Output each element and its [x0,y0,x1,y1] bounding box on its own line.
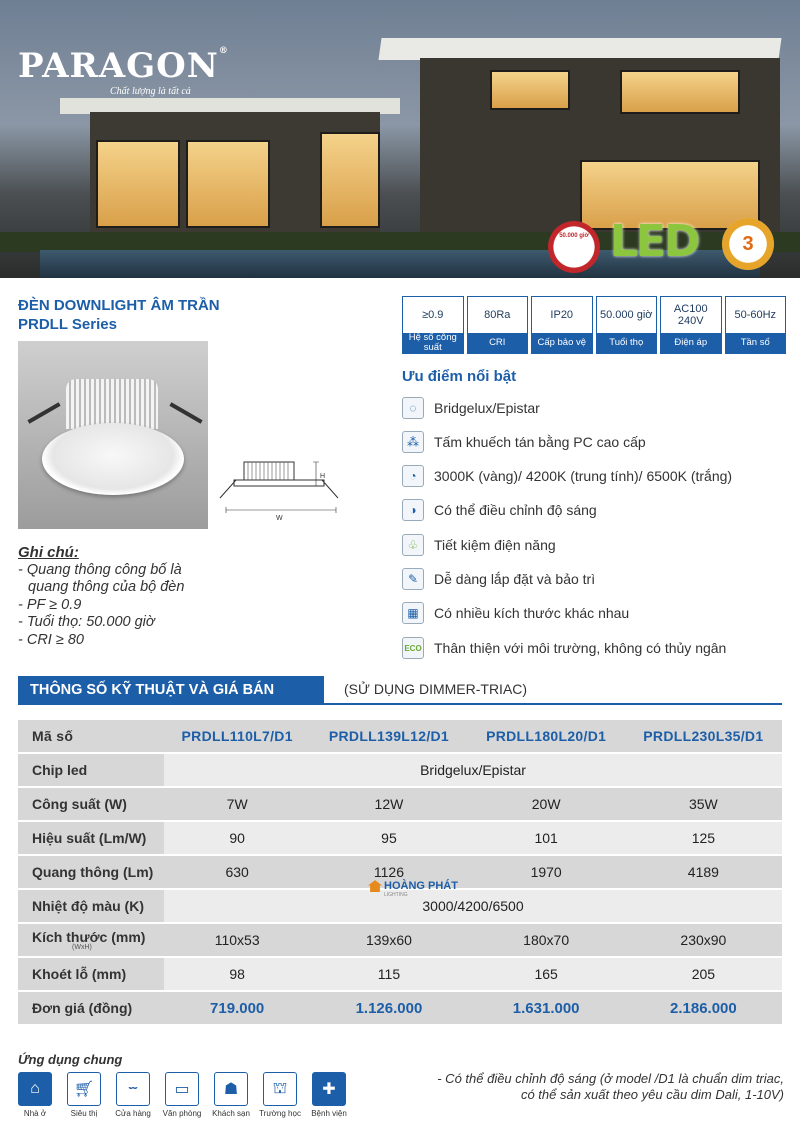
app-item: ☗ Khách sạn [214,1072,248,1118]
table-row-cct: Nhiệt độ màu (K) 3000/4200/6500 [18,890,782,922]
cart-icon: 🛒︎ [67,1072,101,1106]
spec-section-header [18,676,782,704]
app-item: ⏖ Cửa hàng [116,1072,150,1118]
chip-icon: ◌ [402,397,424,419]
table-row-price: Đơn giá (đồng) 719.000 1.126.000 1.631.000 2.186.000 [18,992,782,1024]
drawing-height-label: H [320,473,326,480]
house-roof [378,38,781,60]
notes-title: Ghi chú: [18,544,79,561]
diffuser-icon: ⁂ [402,431,424,453]
app-item: ▭ Văn phòng [165,1072,199,1118]
dimming-note: - Có thể điều chỉnh độ sáng (ở model /D1 là chuẩn dim triac, có thể sản xuất theo yêu cầu dim Dali, 1-10V) [437,1071,784,1102]
note-line: - Tuổi thọ: 50.000 giờ [18,614,155,630]
feature-item: ✎ Dễ dàng lắp đặt và bảo trì [402,568,595,590]
dimension-drawing [216,452,346,528]
table-row-efficiency: Hiệu suất (Lm/W) 90 95 101 125 [18,822,782,854]
spec-boxes [402,296,786,354]
table-row-size: Kích thước (mm) (WxH) 110x53 139x60 180x70 230x90 [18,924,782,956]
home-icon: ⌂ [18,1072,52,1106]
house-window [620,70,740,114]
house-window [490,70,570,110]
feature-item: ◔ 3000K (vàng)/ 4200K (trung tính)/ 6500K (trắng) [402,465,732,487]
section-subtitle: (SỬ DỤNG DIMMER-TRIAC) [344,681,528,697]
app-item: ✚ Bệnh viện [312,1072,346,1118]
drawing-width-label: W [276,515,283,522]
applications-title: Ứng dụng chung [18,1052,123,1067]
led-badge: LED [610,216,699,267]
product-title-line1: ĐÈN DOWNLIGHT ÂM TRẦN [18,297,220,314]
note-line: - Quang thông công bố là [18,561,182,578]
table-row-power: Công suất (W) 7W 12W 20W 35W [18,788,782,820]
house-icon [368,880,382,892]
spec-box-lifetime: 50.000 giờ Tuổi thọ [596,296,658,354]
spring-clip [169,402,202,423]
house-window [320,132,380,228]
app-item: 🛒︎ Siêu thị [67,1072,101,1118]
eco-icon: ECO [402,637,424,659]
house-window [186,140,270,228]
app-item: ⛫ Trường học [263,1072,297,1118]
applications-list [18,1072,346,1118]
sizes-icon: ▦ [402,602,424,624]
spec-table [18,718,782,1026]
lamp-bezel [42,423,184,495]
dimmer-icon: ◑ [402,499,424,521]
note-line: quang thông của bộ đèn [28,579,185,595]
section-divider [18,703,782,705]
feature-item: ◌ Bridgelux/Epistar [402,397,540,419]
feature-item: ♧ Tiết kiệm điện năng [402,534,556,556]
brand-tagline: Chất lượng là tất cả [110,86,191,97]
spec-box-cri: 80Ra CRI [467,296,529,354]
warranty-badge: 3 [722,218,774,270]
notes [18,544,184,649]
school-icon: ⛫ [263,1072,297,1106]
house-window [96,140,180,228]
product-series: PRDLL Series [18,316,117,333]
spec-box-pf: ≥0.9 Hệ số công suất [402,296,464,354]
watermark-logo: HOÀNG PHÁT LIGHTING [368,880,478,906]
table-row-cutout: Khoét lỗ (mm) 98 115 165 205 [18,958,782,990]
feature-item: ▦ Có nhiều kích thước khác nhau [402,602,629,624]
note-line: - PF ≥ 0.9 [18,596,82,613]
brand-logo: PARAGON® [18,46,229,86]
feature-item: ECO Thân thiện với môi trường, không có thủy ngân [402,637,726,659]
spec-box-ip: IP20 Cấp bảo vệ [531,296,593,354]
spec-box-voltage: AC100 240V Điện áp [660,296,722,354]
feature-item: ⁂ Tấm khuếch tán bằng PC cao cấp [402,431,646,453]
table-row-chip: Chip led Bridgelux/Epistar [18,754,782,786]
color-temperature-icon: ◔ [402,465,424,487]
heatsink [66,379,158,429]
shoe-icon: ⏖ [116,1072,150,1106]
spec-box-frequency: 50-60Hz Tần số [725,296,787,354]
features-title: Ưu điểm nổi bật [402,368,517,385]
table-row-flux: Quang thông (Lm) 630 1126 1970 4189 [18,856,782,888]
note-line: - CRI ≥ 80 [18,631,84,648]
installation-icon: ✎ [402,568,424,590]
hospital-icon: ✚ [312,1072,346,1106]
office-icon: ▭ [165,1072,199,1106]
product-photo [18,341,208,529]
feature-item: ◑ Có thể điều chỉnh độ sáng [402,499,597,521]
energy-saving-icon: ♧ [402,534,424,556]
hero-banner [0,0,800,278]
spring-clip [27,402,60,423]
hotel-icon: ☗ [214,1072,248,1106]
section-title: THÔNG SỐ KỸ THUẬT VÀ GIÁ BÁN [18,676,324,704]
product-title [18,296,220,334]
lifetime-badge: 50.000 giờ [548,221,600,273]
table-row-model: Mã số PRDLL110L7/D1 PRDLL139L12/D1 PRDLL180L20/D1 PRDLL230L35/D1 [18,720,782,752]
app-item: ⌂ Nhà ở [18,1072,52,1118]
